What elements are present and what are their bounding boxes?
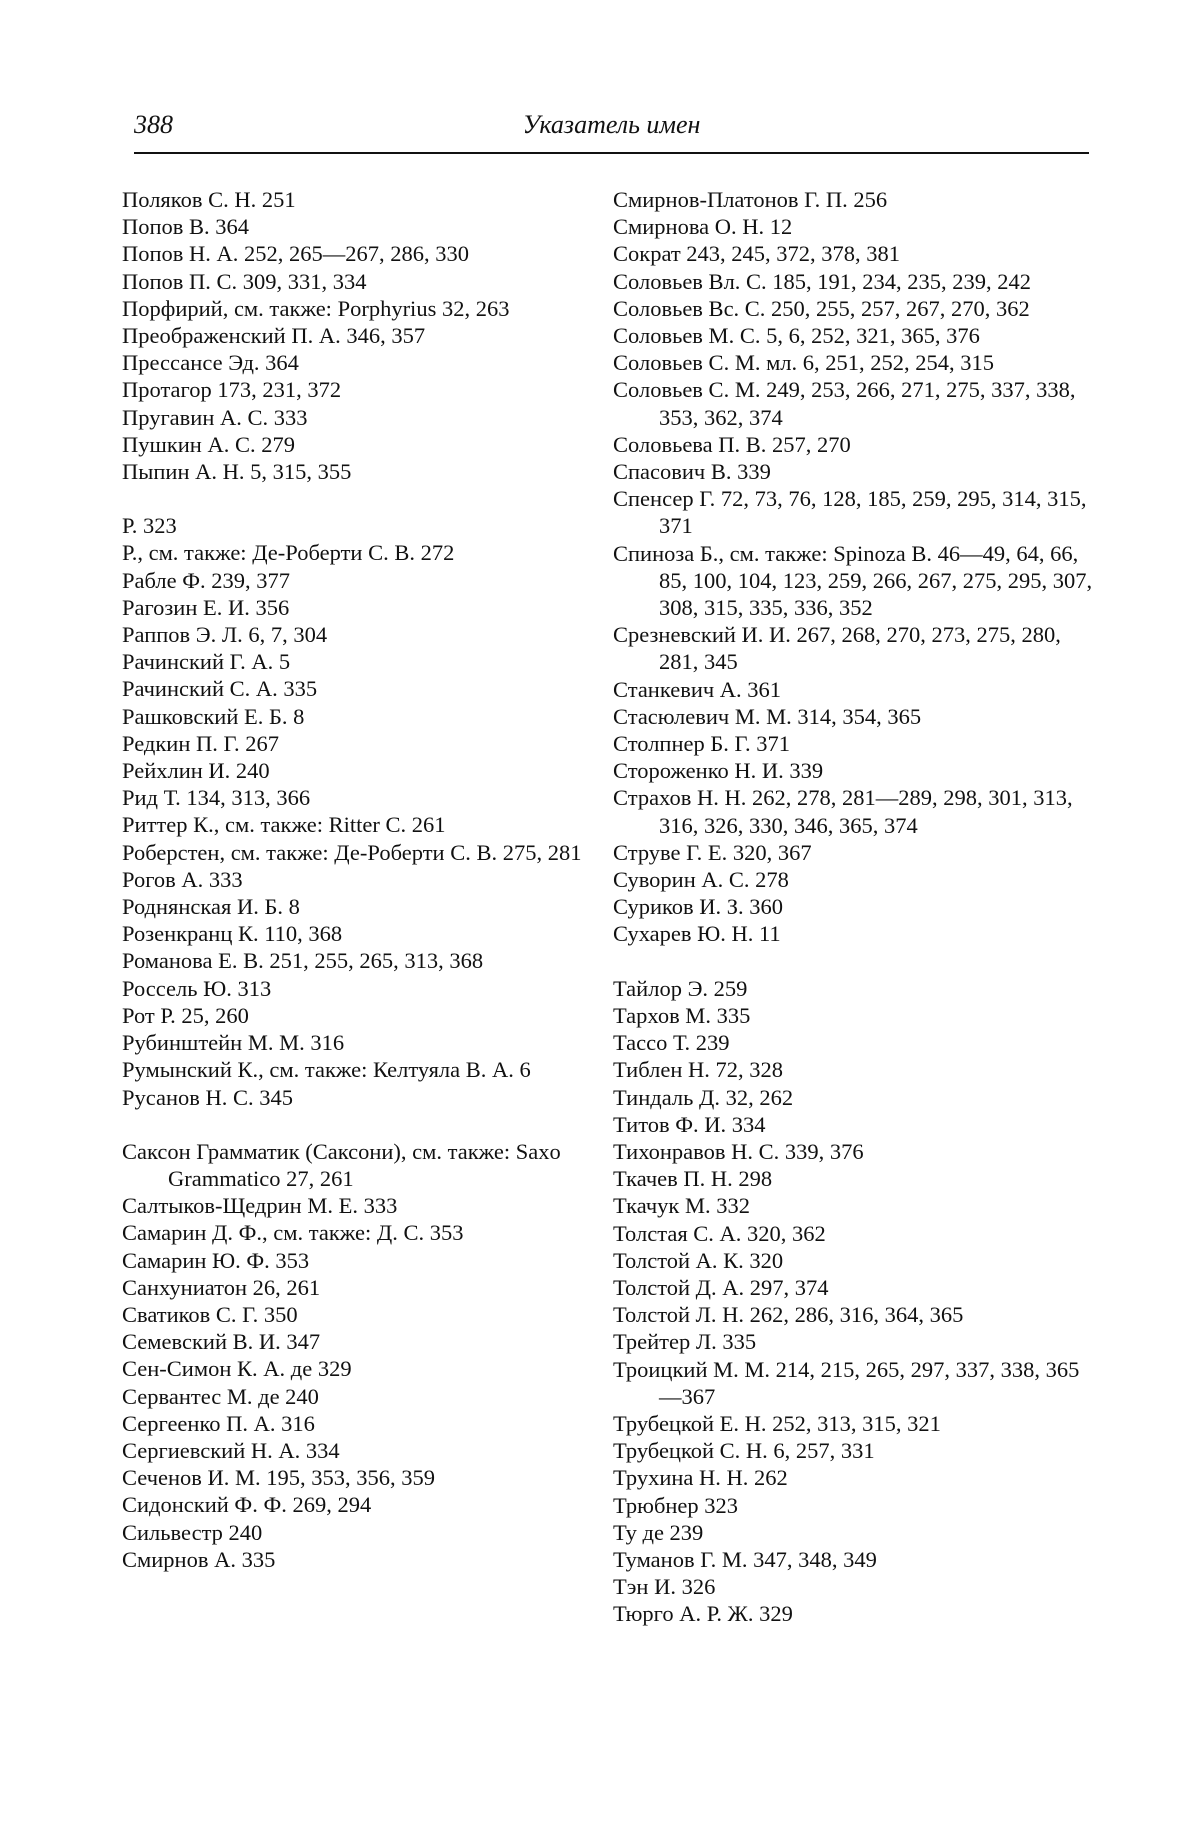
index-entry: Тэн И. 326 bbox=[613, 1574, 716, 1600]
index-entry: Рубинштейн М. М. 316 bbox=[122, 1030, 345, 1056]
index-entry: Смирнов А. 335 bbox=[122, 1546, 276, 1572]
section-gap bbox=[613, 948, 1095, 975]
index-entry: Прессансе Эд. 364 bbox=[122, 350, 299, 376]
index-entry: Самарин Д. Ф., см. также: Д. С. 353 bbox=[122, 1220, 464, 1246]
index-entry: Роберстен, см. также: Де-Роберти С. В. 275, 281 bbox=[122, 839, 582, 865]
index-entry: Тархов М. 335 bbox=[613, 1002, 751, 1028]
index-entry: Порфирий, см. также: Porphyrius 32, 263 bbox=[122, 295, 510, 321]
index-entry: Тиндаль Д. 32, 262 bbox=[613, 1084, 794, 1110]
index-entry: Спасович В. 339 bbox=[613, 459, 771, 485]
index-entry: Семевский В. И. 347 bbox=[122, 1329, 321, 1355]
index-entry: Русанов Н. С. 345 bbox=[122, 1084, 294, 1110]
index-entry: Рогов А. 333 bbox=[122, 866, 243, 892]
index-entry: Попов В. 364 bbox=[122, 214, 250, 240]
index-entry: Толстой Д. А. 297, 374 bbox=[613, 1274, 829, 1300]
index-entry: Смирнова О. Н. 12 bbox=[613, 214, 793, 240]
index-column-left bbox=[122, 186, 594, 1573]
index-entry: Толстой А. К. 320 bbox=[613, 1247, 784, 1273]
index-entry: Стасюлевич М. М. 314, 354, 365 bbox=[613, 703, 922, 729]
index-entry: Сухарев Ю. Н. 11 bbox=[613, 921, 781, 947]
index-entry: Рашковский Е. Б. 8 bbox=[122, 703, 305, 729]
index-entry: Саксон Грамматик (Саксони), см. также: Saxo Grammatico 27, 261 bbox=[122, 1138, 561, 1191]
index-entry: Сократ 243, 245, 372, 378, 381 bbox=[613, 241, 901, 267]
index-entry: Поляков С. Н. 251 bbox=[122, 187, 296, 212]
index-entry: Соловьев Вс. С. 250, 255, 257, 267, 270, 362 bbox=[613, 295, 1030, 321]
index-entry: Смирнов-Платонов Г. П. 256 bbox=[613, 187, 888, 212]
index-entry: Тайлор Э. 259 bbox=[613, 975, 748, 1001]
index-entry: Рачинский С. А. 335 bbox=[122, 676, 318, 702]
index-entry: Станкевич А. 361 bbox=[613, 676, 782, 702]
index-entry: Санхуниатон 26, 261 bbox=[122, 1274, 321, 1300]
index-entry: Трухина Н. Н. 262 bbox=[613, 1465, 788, 1491]
index-entry: Спиноза Б., см. также: Spinoza B. 46—49, 64, 66, 85, 100, 104, 123, 259, 266, 267, 275, 295, 307, 308, 315, 335, 336, 352 bbox=[613, 540, 1093, 621]
index-entry: Рачинский Г. А. 5 bbox=[122, 649, 291, 675]
index-entry: Рагозин Е. И. 356 bbox=[122, 594, 290, 620]
index-entry: Толстая С. А. 320, 362 bbox=[613, 1220, 826, 1246]
section-gap bbox=[122, 485, 594, 512]
index-entry: Р. 323 bbox=[122, 513, 177, 539]
index-entry: Пыпин А. Н. 5, 315, 355 bbox=[122, 459, 352, 485]
index-entry: Рейхлин И. 240 bbox=[122, 758, 270, 784]
index-entry: Румынский К., см. также: Келтуяла В. А. 6 bbox=[122, 1057, 531, 1083]
index-entry: Тюрго А. Р. Ж. 329 bbox=[613, 1601, 793, 1627]
index-entry: Сватиков С. Г. 350 bbox=[122, 1301, 298, 1327]
page-header bbox=[134, 106, 1089, 154]
index-entry: Сидонский Ф. Ф. 269, 294 bbox=[122, 1492, 372, 1518]
index-entry: Столпнер Б. Г. 371 bbox=[613, 731, 791, 757]
index-entry: Ткачев П. Н. 298 bbox=[613, 1166, 773, 1192]
index-entry: Р., см. также: Де-Роберти С. В. 272 bbox=[122, 540, 455, 566]
index-entry: Сен-Симон К. А. де 329 bbox=[122, 1356, 352, 1382]
index-entry: Тихонравов Н. С. 339, 376 bbox=[613, 1138, 864, 1164]
index-entry: Протагор 173, 231, 372 bbox=[122, 377, 342, 403]
index-entry: Риттер К., см. также: Ritter C. 261 bbox=[122, 812, 446, 838]
index-entry: Рабле Ф. 239, 377 bbox=[122, 567, 291, 593]
index-entry: Соловьева П. В. 257, 270 bbox=[613, 431, 851, 457]
index-entry: Пругавин А. С. 333 bbox=[122, 404, 308, 430]
index-entry: Сервантес М. де 240 bbox=[122, 1383, 319, 1409]
index-entry: Срезневский И. И. 267, 268, 270, 273, 275, 280, 281, 345 bbox=[613, 622, 1061, 675]
index-entry: Попов Н. А. 252, 265—267, 286, 330 bbox=[122, 241, 470, 267]
index-entry: Соловьев Вл. С. 185, 191, 234, 235, 239, 242 bbox=[613, 268, 1032, 294]
index-entry: Ту де 239 bbox=[613, 1519, 704, 1545]
index-entry: Троицкий М. М. 214, 215, 265, 297, 337, 338, 365—367 bbox=[613, 1356, 1080, 1409]
index-entry: Толстой Л. Н. 262, 286, 316, 364, 365 bbox=[613, 1302, 964, 1328]
index-entry: Страхов Н. Н. 262, 278, 281—289, 298, 301, 313, 316, 326, 330, 346, 365, 374 bbox=[613, 785, 1073, 838]
index-entry: Струве Г. Е. 320, 367 bbox=[613, 839, 812, 865]
index-entry: Роднянская И. Б. 8 bbox=[122, 894, 300, 920]
index-entry: Розенкранц К. 110, 368 bbox=[122, 921, 343, 947]
index-entry: Суриков И. З. 360 bbox=[613, 894, 784, 920]
index-entry: Редкин П. Г. 267 bbox=[122, 730, 279, 756]
index-entry: Спенсер Г. 72, 73, 76, 128, 185, 259, 295, 314, 315, 371 bbox=[613, 486, 1087, 539]
page-number: 388 bbox=[134, 110, 173, 139]
index-entry: Соловьев С. М. 249, 253, 266, 271, 275, 337, 338, 353, 362, 374 bbox=[613, 377, 1076, 430]
index-entry: Пушкин А. С. 279 bbox=[122, 431, 295, 457]
section-gap bbox=[122, 1111, 594, 1138]
index-entry: Стороженко Н. И. 339 bbox=[613, 758, 824, 784]
index-entry: Романова Е. В. 251, 255, 265, 313, 368 bbox=[122, 948, 484, 974]
index-entry: Тассо Т. 239 bbox=[613, 1030, 730, 1056]
index-entry: Трюбнер 323 bbox=[613, 1492, 739, 1518]
index-entry: Тиблен Н. 72, 328 bbox=[613, 1057, 783, 1083]
index-entry: Рот Р. 25, 260 bbox=[122, 1002, 249, 1028]
index-entry: Самарин Ю. Ф. 353 bbox=[122, 1247, 310, 1273]
index-entry: Соловьев С. М. мл. 6, 251, 252, 254, 315 bbox=[613, 350, 995, 376]
index-entry: Россель Ю. 313 bbox=[122, 975, 272, 1001]
index-column-right bbox=[613, 186, 1095, 1628]
index-entry: Преображенский П. А. 346, 357 bbox=[122, 323, 426, 349]
index-entry: Сергиевский Н. А. 334 bbox=[122, 1437, 340, 1463]
index-entry: Титов Ф. И. 334 bbox=[613, 1111, 766, 1137]
index-entry: Сеченов И. М. 195, 353, 356, 359 bbox=[122, 1465, 436, 1491]
index-entry: Сильвестр 240 bbox=[122, 1519, 263, 1545]
index-entry: Раппов Э. Л. 6, 7, 304 bbox=[122, 622, 328, 648]
index-entry: Туманов Г. М. 347, 348, 349 bbox=[613, 1546, 877, 1572]
index-entry: Суворин А. С. 278 bbox=[613, 867, 789, 893]
index-entry: Ткачук М. 332 bbox=[613, 1193, 750, 1219]
index-entry: Соловьев М. С. 5, 6, 252, 321, 365, 376 bbox=[613, 323, 980, 349]
index-entry: Трубецкой Е. Н. 252, 313, 315, 321 bbox=[613, 1410, 941, 1436]
index-entry: Сергеенко П. А. 316 bbox=[122, 1410, 315, 1436]
index-entry: Попов П. С. 309, 331, 334 bbox=[122, 268, 367, 294]
index-entry: Салтыков-Щедрин М. Е. 333 bbox=[122, 1193, 398, 1219]
running-title: Указатель имен bbox=[522, 110, 701, 139]
index-entry: Трейтер Л. 335 bbox=[613, 1329, 757, 1355]
index-entry: Трубецкой С. Н. 6, 257, 331 bbox=[613, 1438, 875, 1464]
index-entry: Рид Т. 134, 313, 366 bbox=[122, 785, 311, 811]
